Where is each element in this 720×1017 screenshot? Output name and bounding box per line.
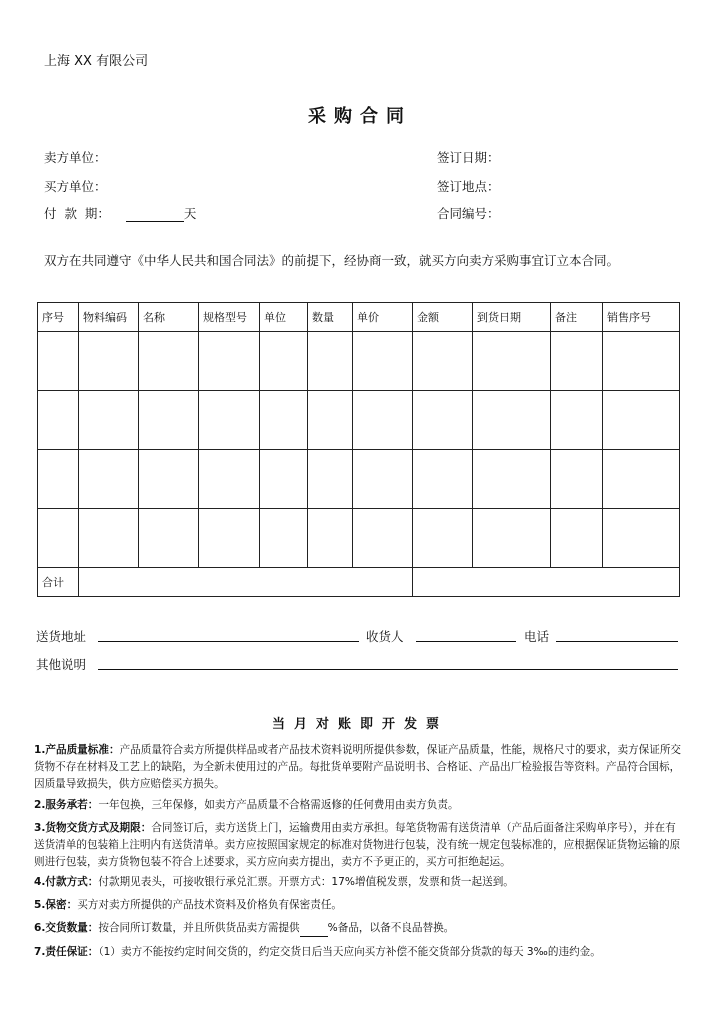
table-row xyxy=(38,391,680,450)
total-quantity-cell[interactable] xyxy=(79,568,413,597)
receiver-label: 收货人 xyxy=(366,629,404,644)
table-cell[interactable] xyxy=(260,509,308,568)
table-row xyxy=(38,509,680,568)
receiver-line[interactable] xyxy=(416,641,516,642)
table-cell[interactable] xyxy=(260,332,308,391)
table-row xyxy=(38,332,680,391)
table-header-row xyxy=(38,303,680,332)
table-cell[interactable] xyxy=(79,391,139,450)
table-cell[interactable] xyxy=(139,509,199,568)
table-cell[interactable] xyxy=(413,332,473,391)
table-cell[interactable] xyxy=(199,509,260,568)
phone-line[interactable] xyxy=(556,641,678,642)
seller-label: 卖方单位： xyxy=(44,150,107,165)
address-line[interactable] xyxy=(98,641,359,642)
total-amount-cell[interactable] xyxy=(413,568,680,597)
table-cell[interactable] xyxy=(199,391,260,450)
table-cell[interactable] xyxy=(38,332,79,391)
header-cell: 序号 xyxy=(38,303,79,332)
table-cell[interactable] xyxy=(473,509,551,568)
header-cell: 单价 xyxy=(353,303,413,332)
clause-title: 3.货物交货方式及期限： xyxy=(34,822,152,834)
document-title: 采购合同 xyxy=(308,106,412,127)
header-cell: 物料编码 xyxy=(79,303,139,332)
table-cell[interactable] xyxy=(199,332,260,391)
contract-no-field xyxy=(437,204,500,222)
clause-title: 4.付款方式： xyxy=(34,876,99,888)
contract-no-label: 合同编号： xyxy=(437,206,500,221)
table-cell[interactable] xyxy=(413,391,473,450)
clause-title: 6.交货数量： xyxy=(34,922,99,934)
table-cell[interactable] xyxy=(38,391,79,450)
clause-text: 付款期见表头，可接收银行承兑汇票。开票方式：17%增值税发票，发票和货一起送到。 xyxy=(98,876,514,888)
header-cell: 金额 xyxy=(413,303,473,332)
payment-unit: 天 xyxy=(183,206,197,221)
sign-place-field xyxy=(437,177,500,195)
table-cell[interactable] xyxy=(308,450,353,509)
sign-date-label: 签订日期： xyxy=(437,150,500,165)
clause-service xyxy=(34,797,684,814)
phone-label: 电话 xyxy=(524,629,550,644)
clause-title: 1.产品质量标准： xyxy=(34,744,120,756)
table-cell[interactable] xyxy=(199,450,260,509)
table-cell[interactable] xyxy=(413,450,473,509)
section-title: 当月对账即开发票 xyxy=(271,717,448,732)
header-cell: 数量 xyxy=(308,303,353,332)
items-table xyxy=(37,302,680,597)
table-cell[interactable] xyxy=(603,332,680,391)
table-cell[interactable] xyxy=(473,332,551,391)
table-cell[interactable] xyxy=(353,450,413,509)
sign-date-field xyxy=(437,148,500,166)
buyer-field xyxy=(44,177,107,195)
table-cell[interactable] xyxy=(308,391,353,450)
clause-confidentiality xyxy=(34,897,684,914)
seller-field xyxy=(44,148,107,166)
header-cell: 规格型号 xyxy=(199,303,260,332)
table-cell[interactable] xyxy=(353,332,413,391)
sign-place-label: 签订地点： xyxy=(437,179,500,194)
table-row xyxy=(38,450,680,509)
clause-title: 2.服务承若： xyxy=(34,799,99,811)
payment-label: 付 款 期： xyxy=(44,206,110,221)
table-cell[interactable] xyxy=(139,391,199,450)
company-name: 上海 XX 有限公司 xyxy=(44,54,149,69)
clause-liability xyxy=(34,944,684,961)
header-cell: 名称 xyxy=(139,303,199,332)
header-cell: 销售序号 xyxy=(603,303,680,332)
clause-text: （1）卖方不能按约定时间交货的，约定交货日后当天应向买方补偿不能交货部分货款的每天 3‰的违约金。 xyxy=(98,946,601,958)
table-cell[interactable] xyxy=(79,450,139,509)
header-cell: 到货日期 xyxy=(473,303,551,332)
table-cell[interactable] xyxy=(473,450,551,509)
table-cell[interactable] xyxy=(353,509,413,568)
clause-text: 买方对卖方所提供的产品技术资料及价格负有保密责任。 xyxy=(77,899,343,911)
table-cell[interactable] xyxy=(551,391,603,450)
intro-paragraph: 双方在共同遵守《中华人民共和国合同法》的前提下，经协商一致，就买方向卖方采购事宜订立本合同。 xyxy=(44,253,620,268)
clause-text: 一年包换，三年保修，如卖方产品质量不合格需返修的任何费用由卖方负责。 xyxy=(98,799,459,811)
table-cell[interactable] xyxy=(139,450,199,509)
payment-days-blank[interactable] xyxy=(126,221,184,222)
table-cell[interactable] xyxy=(38,450,79,509)
spare-percent-blank[interactable] xyxy=(300,936,328,937)
table-cell[interactable] xyxy=(473,391,551,450)
buyer-label: 买方单位： xyxy=(44,179,107,194)
header-cell: 备注 xyxy=(551,303,603,332)
clause-text: 按合同所订数量，并且所供货品卖方需提供 xyxy=(98,922,300,934)
table-cell[interactable] xyxy=(308,332,353,391)
payment-field xyxy=(44,204,196,222)
table-cell[interactable] xyxy=(260,450,308,509)
table-cell[interactable] xyxy=(38,509,79,568)
other-label: 其他说明 xyxy=(36,657,87,672)
total-row xyxy=(38,568,680,597)
table-cell[interactable] xyxy=(79,509,139,568)
table-cell[interactable] xyxy=(551,332,603,391)
table-cell[interactable] xyxy=(551,450,603,509)
table-cell[interactable] xyxy=(603,391,680,450)
table-cell[interactable] xyxy=(260,391,308,450)
header-cell: 单位 xyxy=(260,303,308,332)
address-label: 送货地址 xyxy=(36,629,87,644)
table-cell[interactable] xyxy=(139,332,199,391)
clause-delivery xyxy=(34,820,684,871)
clause-payment xyxy=(34,874,684,891)
clause-title: 7.责任保证： xyxy=(34,946,99,958)
other-line[interactable] xyxy=(98,669,678,670)
total-label: 合计 xyxy=(38,568,79,597)
table-cell[interactable] xyxy=(603,509,680,568)
clause-text: %备品，以备不良品替换。 xyxy=(327,922,455,934)
clause-quality xyxy=(34,742,684,793)
table-cell[interactable] xyxy=(308,509,353,568)
table-cell[interactable] xyxy=(413,509,473,568)
clause-text: 产品质量符合卖方所提供样品或者产品技术资料说明所提供参数，保证产品质量，性能，规格尺寸的要求，卖方保证所交货物不存在材料及工艺上的缺陷，为全新未使用过的产品。每批货单要附产品说明书、合格证、产品出厂检验报告等资料。产品符合国标，因质量导致损失，供方应赔偿买方损失。 xyxy=(34,744,682,790)
table-cell[interactable] xyxy=(353,391,413,450)
clause-text: 合同签订后，卖方送货上门，运输费用由卖方承担。每笔货物需有送货清单（产品后面备注采购单序号），并在有送货清单的包装箱上注明内有送货清单。卖方应按照国家规定的标准对货物进行包装，没有统一规定包装标准的，应根据保证货物运输的原则进行包装，卖方货物包装不符合上述要求，买方应向卖方提出，卖方不予更正的，买方可拒绝起运。 xyxy=(34,822,681,868)
table-cell[interactable] xyxy=(551,509,603,568)
table-cell[interactable] xyxy=(603,450,680,509)
table-cell[interactable] xyxy=(79,332,139,391)
clause-title: 5.保密： xyxy=(34,899,78,911)
clause-quantity xyxy=(34,920,684,937)
